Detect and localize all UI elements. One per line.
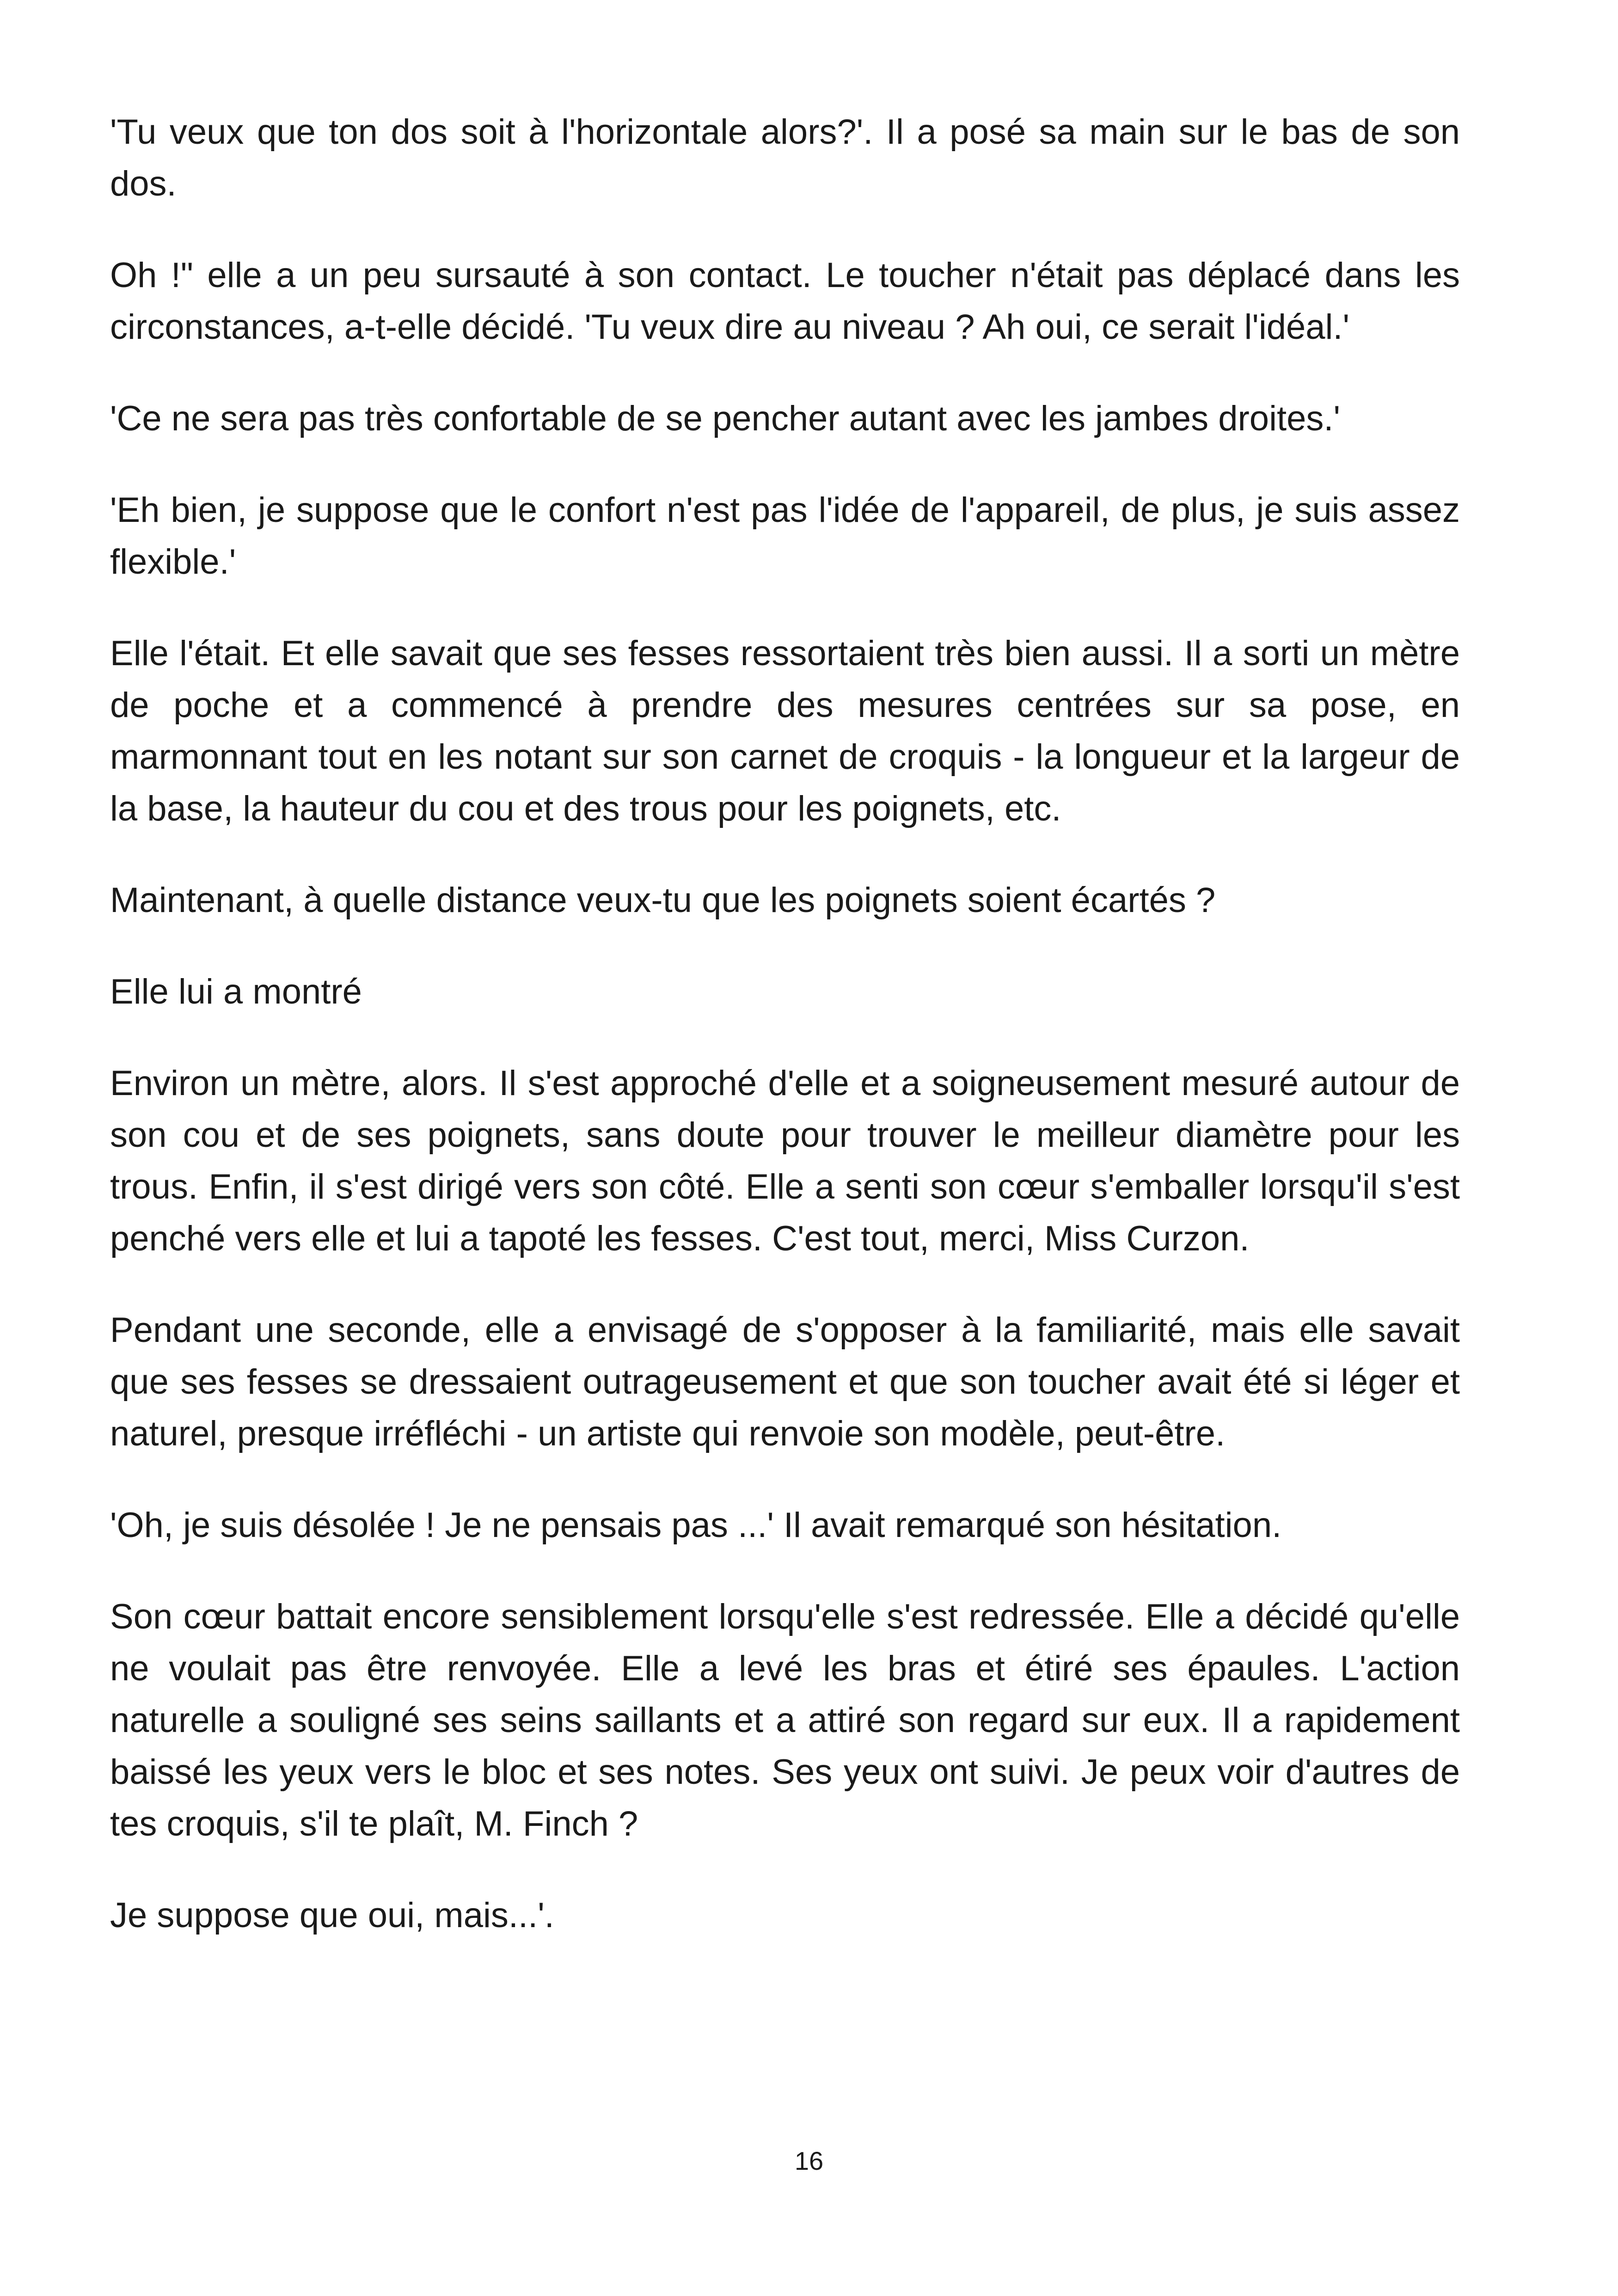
paragraph-8: Environ un mètre, alors. Il s'est approché d'elle et a soigneusement mesuré autour de son cou et de ses poignets, sans doute pour trouver le meilleur diamètre pour les trous. Enfin, il s'est dirigé vers son côté. Elle a senti son cœur s'emballer lorsqu'il s'est penché vers elle et lui a tapoté les fesses. C'est tout, merci, Miss Curzon. [110, 1064, 1460, 1258]
body-text [110, 106, 1460, 1941]
paragraph-10: 'Oh, je suis désolée ! Je ne pensais pas ...' Il avait remarqué son hésitation. [110, 1506, 1282, 1545]
paragraph-11: Son cœur battait encore sensiblement lorsqu'elle s'est redressée. Elle a décidé qu'elle ne voulait pas être renvoyée. Elle a levé les bras et étiré ses épaules. L'action naturelle a souligné ses seins saillants et a attiré son regard sur eux. Il a rapidement baissé les yeux vers le bloc et ses notes. Ses yeux ont suivi. Je peux voir d'autres de tes croquis, s'il te plaît, M. Finch ? [110, 1597, 1460, 1843]
paragraph-4: 'Eh bien, je suppose que le confort n'est pas l'idée de l'appareil, de plus, je suis assez flexible.' [110, 490, 1460, 582]
paragraph-7: Elle lui a montré [110, 972, 362, 1011]
page-number: 16 [794, 2146, 824, 2175]
paragraph-6: Maintenant, à quelle distance veux-tu que les poignets soient écartés ? [110, 881, 1216, 920]
paragraph-9: Pendant une seconde, elle a envisagé de s'opposer à la familiarité, mais elle savait que ses fesses se dressaient outrageusement et que son toucher avait été si léger et naturel, presque irréfléchi - un artiste qui renvoie son modèle, peut-être. [110, 1310, 1460, 1453]
paragraph-2: Oh !" elle a un peu sursauté à son contact. Le toucher n'était pas déplacé dans les circonstances, a-t-elle décidé. 'Tu veux dire au niveau ? Ah oui, ce serait l'idéal.' [110, 256, 1460, 347]
paragraph-3: 'Ce ne sera pas très confortable de se pencher autant avec les jambes droites.' [110, 399, 1340, 438]
paragraph-1: 'Tu veux que ton dos soit à l'horizontale alors?'. Il a posé sa main sur le bas de son dos. [110, 112, 1460, 203]
paragraph-12: Je suppose que oui, mais...'. [110, 1896, 554, 1935]
paragraph-5: Elle l'était. Et elle savait que ses fesses ressortaient très bien aussi. Il a sorti un mètre de poche et a commencé à prendre des mesures centrées sur sa pose, en marmonnant tout en les notant sur son carnet de croquis - la longueur et la largeur de la base, la hauteur du cou et des trous pour les poignets, etc. [110, 634, 1460, 828]
